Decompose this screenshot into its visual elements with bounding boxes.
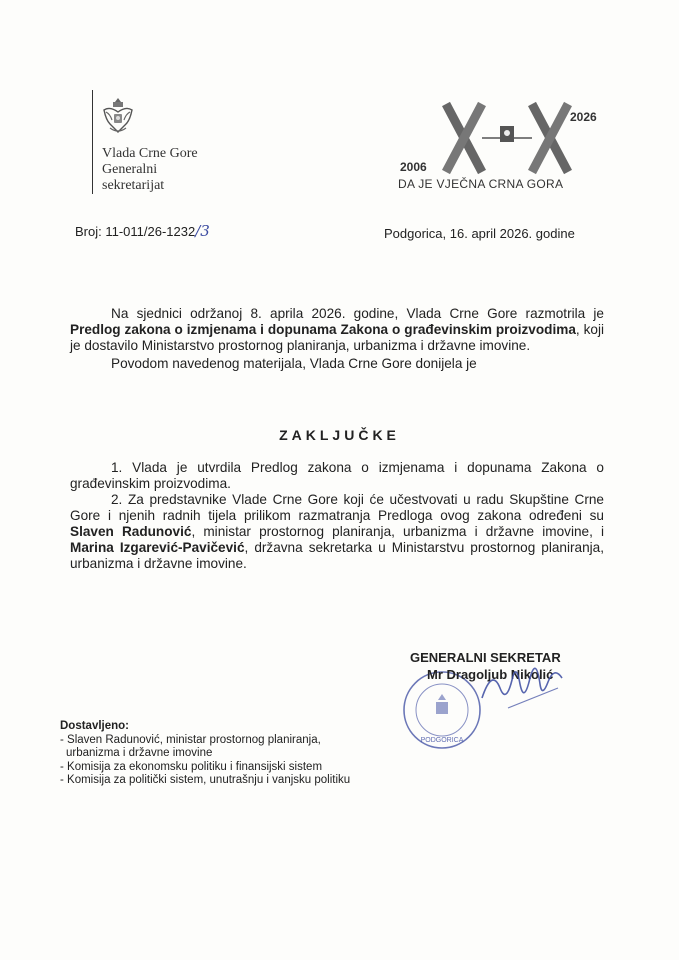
conclusion-item: 1. Vlada je utvrdila Predlog zakona o izmjenama i dopunama Zakona o građevinskim proizvodima.: [70, 460, 604, 491]
intro-paragraph-2: Povodom navedenog materijala, Vlada Crne Gore donijela je: [111, 356, 477, 371]
distribution-item: - Komisija za ekonomsku politiku i finansijski sistem: [60, 760, 323, 773]
distribution-item: - Slaven Radunović, ministar prostornog planiranja,: [60, 733, 321, 746]
anniversary-year-end: 2026: [570, 110, 597, 124]
gov-name-line: sekretarijat: [102, 178, 165, 193]
gov-name-line: Vlada Crne Gore: [102, 146, 198, 161]
representative-name: Slaven Radunović: [70, 524, 192, 539]
conclusion-item: 2. Za predstavnike Vlade Crne Gore koji će učestvovati u radu Skupštine Crne Gore i njenih radnih tijela prilikom razmatranja Predloga ovog zakona određeni su Slaven Radunović, ministar prostornog planiranja, urbanizma i državne imovine, i Marina Izgarević-Pavičević, državna sekretarka u Ministarstvu prostornog planiranja, urbanizma i državne imovine.: [70, 492, 605, 571]
anniversary-slogan: DA JE VJEČNA CRNA GORA: [398, 177, 564, 191]
signatory-title: GENERALNI SEKRETAR: [410, 650, 561, 665]
handwritten-suffix: /3: [195, 222, 210, 240]
decision-heading: ZAKLJUČKE: [279, 427, 400, 443]
coat-of-arms-icon: [100, 96, 136, 143]
government-name: [102, 146, 198, 194]
intro-paragraph: Na sjednici održanoj 8. aprila 2026. godine, Vlada Crne Gore razmotrila je Predlog zakona o izmjenama i dopunama Zakona o građevinskim proizvodima, koji je dostavilo Ministarstvo prostornog planiranja, urbanizma i državne imovine.: [70, 306, 604, 353]
signatory-name: Mr Dragoljub Nikolić: [427, 667, 554, 682]
reference-number-text: Broj: 11-011/26-1232: [75, 224, 196, 239]
signature-block: [400, 650, 600, 744]
conclusions: [70, 460, 604, 572]
reference-number: [75, 222, 210, 240]
xx-logo-icon: [438, 100, 578, 176]
distribution-list: [60, 720, 350, 788]
distribution-item: urbanizma i državne imovine: [66, 747, 213, 759]
anniversary-year-start: 2006: [400, 160, 427, 174]
anniversary-logo: [398, 100, 613, 192]
representative-name: Marina Izgarević-Pavičević: [70, 540, 245, 555]
intro-text: [70, 306, 604, 372]
gov-name-line: Generalni: [102, 162, 158, 177]
stamp-text: PODGORICA: [420, 737, 464, 744]
law-title: Predlog zakona o izmjenama i dopunama Zakona o građevinskim proizvodima: [70, 322, 576, 337]
header-divider-line: [92, 90, 93, 194]
distribution-title: Dostavljeno:: [60, 720, 130, 732]
place-date: Podgorica, 16. april 2026. godine: [384, 226, 575, 241]
distribution-item: - Komisija za politički sistem, unutrašnju i vanjsku politiku: [60, 774, 351, 786]
handwritten-signature-icon: [478, 658, 568, 718]
